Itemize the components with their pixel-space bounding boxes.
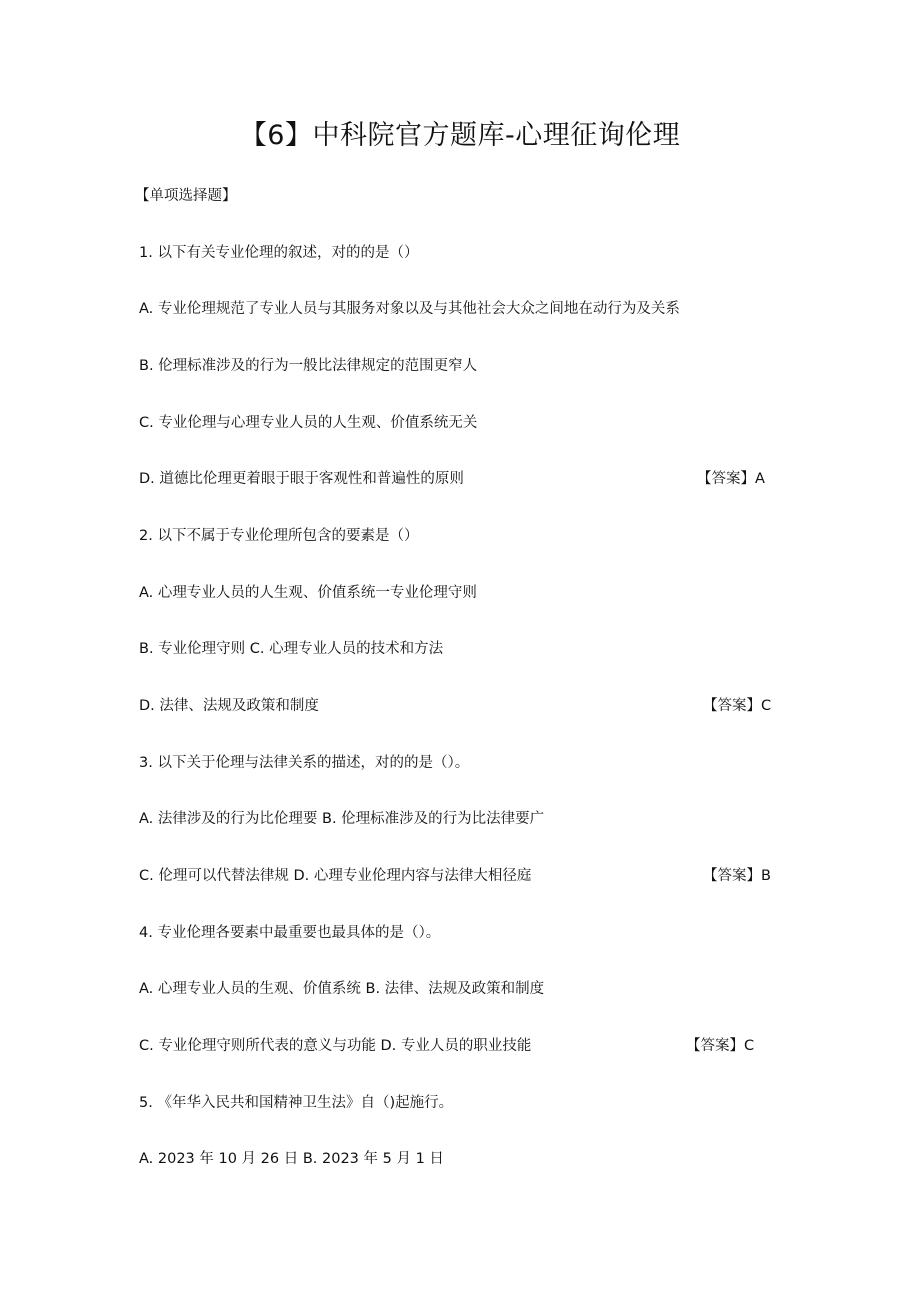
question-2-option-d: D. 法律、法规及政策和制度 [139,698,319,714]
question-1: 1. 以下有关专业伦理的叙述，对的的是（） [139,245,419,261]
question-3-options-c-d: C. 伦理可以代替法律规 D. 心理专业伦理内容与法律大相径庭 [139,868,532,884]
question-5-options-a-b: A. 2023 年 10 月 26 日 B. 2023 年 5 月 1 日 [139,1151,444,1167]
question-1-option-c: C. 专业伦理与心理专业人员的人生观、价值系统无关 [139,415,478,431]
section-heading: 【单项选择题】 [135,188,237,204]
question-2: 2. 以下不属于专业伦理所包含的要素是（） [139,528,419,544]
question-1-option-a: A. 专业伦理规范了专业人员与其服务对象以及与其他社会大众之间地在动行为及关系 [139,301,680,317]
question-4-options-a-b: A. 心理专业人员的生观、价值系统 B. 法律、法规及政策和制度 [139,981,545,997]
question-2-option-a: A. 心理专业人员的人生观、价值系统一专业伦理守则 [139,585,477,601]
question-4: 4. 专业伦理各要素中最重要也最具体的是（）。 [139,925,441,941]
question-4-options-c-d: C. 专业伦理守则所代表的意义与功能 D. 专业人员的职业技能 [139,1038,532,1054]
question-2-options-b-c: B. 专业伦理守则 C. 心理专业人员的技术和方法 [139,641,444,657]
document-title: 【6】中科院官方题库-心理征询伦理 [239,120,681,151]
question-1-option-b: B. 伦理标准涉及的行为一般比法律规定的范围更窄人 [139,358,478,374]
question-1-answer: 【答案】A [697,471,765,487]
question-5: 5. 《年华入民共和国精神卫生法》自（)起施行。 [139,1095,454,1111]
question-2-answer: 【答案】C [703,698,772,714]
question-4-answer: 【答案】C [686,1038,755,1054]
question-3: 3. 以下关于伦理与法律关系的描述，对的的是（）。 [139,755,470,771]
question-3-answer: 【答案】B [703,868,771,884]
question-1-option-d: D. 道德比伦理更着眼于眼于客观性和普遍性的原则 [139,471,464,487]
question-3-options-a-b: A. 法律涉及的行为比伦理要 B. 伦理标准涉及的行为比法律要广 [139,811,545,827]
